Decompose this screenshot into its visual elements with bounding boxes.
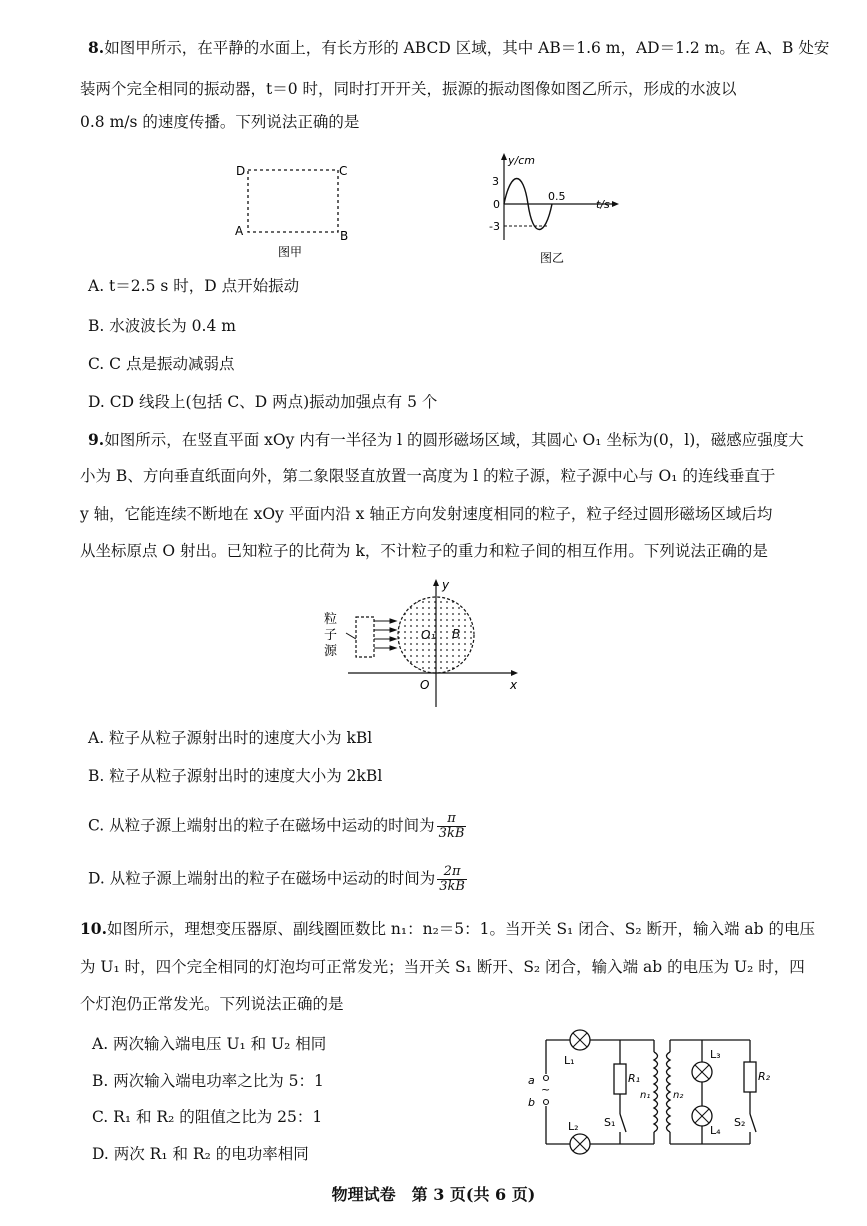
q10-option-b: B. 两次输入端电功率之比为 5：1 — [92, 1072, 324, 1090]
yi-tmark: 0.5 — [548, 190, 566, 203]
q8-option-d: D. CD 线段上(包括 C、D 两点)振动加强点有 5 个 — [88, 393, 438, 411]
terminal-b: b — [528, 1096, 535, 1109]
q9-line-4: 从坐标原点 O 射出。已知粒子的比荷为 k，不计粒子的重力和粒子间的相互作用。下列说法正确的是 — [80, 542, 768, 560]
svg-text:~: ~ — [541, 1083, 551, 1096]
q10-option-d: D. 两次 R₁ 和 R₂ 的电功率相同 — [92, 1145, 309, 1163]
label-L4: L₄ — [710, 1124, 721, 1137]
q9-B-label: B — [452, 627, 461, 641]
yi-yzero: 0 — [493, 198, 500, 211]
q8-option-a: A. t＝2.5 s 时，D 点开始振动 — [88, 277, 300, 295]
q8-number: 8. — [88, 38, 105, 57]
particle-source — [356, 617, 374, 657]
q9-x-label: x — [510, 678, 518, 692]
point-B: B — [340, 229, 349, 243]
q10-line-3: 个灯泡仍正常发光。下列说法正确的是 — [80, 995, 344, 1013]
q8-option-b: B. 水波波长为 0.4 m — [88, 317, 236, 335]
terminal-a: a — [528, 1074, 535, 1087]
point-A: A — [235, 224, 244, 238]
q9-origin-label: O — [420, 678, 430, 692]
label-n2: n₂ — [673, 1090, 684, 1101]
q10-line-2: 为 U₁ 时，四个完全相同的灯泡均可正常发光；当开关 S₁ 断开、S₂ 闭合，输入端 ab 的电压为 U₂ 时，四 — [80, 958, 805, 976]
q10-option-a: A. 两次输入端电压 U₁ 和 U₂ 相同 — [92, 1035, 327, 1053]
particle-arrows — [374, 619, 396, 650]
q9-option-d: D. 从粒子源上端射出的粒子在磁场中运动的时间为 $\frac{2\pi}{3kB}$ — [88, 864, 465, 894]
point-C: C — [339, 164, 348, 178]
label-R2: R₂ — [758, 1070, 771, 1083]
page-footer: 物理试卷 第 3 页(共 6 页) — [331, 1185, 536, 1204]
figure-jia-caption: 图甲 — [278, 245, 303, 259]
q9-number: 9. — [88, 430, 105, 449]
q9-option-d-fraction: $\frac{2\pi}{3kB}$ — [439, 864, 465, 894]
label-n1: n₁ — [640, 1090, 651, 1101]
q8-line-1: 8.如图甲所示，在平静的水面上，有长方形的 ABCD 区域，其中 AB＝1.6 m，AD＝1.2 m。在 A、B 处安 — [88, 38, 830, 57]
q8-line-2: 装两个完全相同的振动器，t＝0 时，同时打开开关，振源的振动图像如图乙所示，形成的水波以 — [80, 80, 737, 98]
figure-q10-circuit — [518, 1022, 780, 1164]
figure-yi — [478, 150, 628, 268]
point-D: D — [236, 164, 246, 178]
label-L3: L₃ — [710, 1048, 721, 1061]
q9-option-a: A. 粒子从粒子源射出时的速度大小为 kBl — [88, 729, 373, 747]
q9-option-b: B. 粒子从粒子源射出时的速度大小为 2kBl — [88, 767, 383, 785]
q10-option-c: C. R₁ 和 R₂ 的阻值之比为 25：1 — [92, 1108, 323, 1126]
label-L2: L₂ — [568, 1120, 579, 1133]
q9-source-char-3: 源 — [324, 644, 338, 659]
q8-line-3: 0.8 m/s 的速度传播。下列说法正确的是 — [80, 113, 360, 131]
q10-number: 10. — [80, 919, 107, 938]
yi-ylabel: y/cm — [508, 154, 535, 167]
figure-q9 — [318, 575, 528, 715]
q9-option-c-fraction: $\frac{\pi}{3kB}$ — [438, 811, 465, 841]
yi-ytop: 3 — [492, 175, 499, 188]
label-S1: S₁ — [604, 1116, 616, 1129]
magnetic-field-region — [398, 597, 474, 673]
q9-O1-label: O₁ — [421, 628, 436, 642]
q9-line-2: 小为 B、方向垂直纸面向外，第二象限竖直放置一高度为 l 的粒子源，粒子源中心与 O₁ 的连线垂直于 — [80, 467, 776, 485]
q8-option-c: C. C 点是振动减弱点 — [88, 355, 235, 373]
q9-line-3: y 轴，它能连续不断地在 xOy 平面内沿 x 轴正方向发射速度相同的粒子，粒子经过圆形磁场区域后均 — [80, 505, 773, 523]
yi-xlabel: t/s — [596, 198, 610, 211]
q9-option-c: C. 从粒子源上端射出的粒子在磁场中运动的时间为 $\frac{\pi}{3kB}$ — [88, 811, 465, 841]
q9-line-1: 9.如图所示，在竖直平面 xOy 内有一半径为 l 的圆形磁场区域，其圆心 O₁ 坐标为(0，l)，磁感应强度大 — [88, 430, 804, 449]
label-L1: L₁ — [564, 1054, 575, 1067]
yi-ybottom: -3 — [489, 220, 500, 233]
figure-yi-caption: 图乙 — [540, 251, 565, 265]
label-R1: R₁ — [628, 1072, 641, 1085]
q9-source-char-2: 子 — [324, 628, 338, 643]
q9-source-char-1: 粒 — [324, 612, 338, 627]
figure-jia — [228, 158, 358, 263]
q10-line-1: 10.如图所示，理想变压器原、副线圈匝数比 n₁：n₂＝5：1。当开关 S₁ 闭合、S₂ 断开，输入端 ab 的电压 — [80, 919, 815, 938]
label-S2: S₂ — [734, 1116, 746, 1129]
q9-y-label: y — [442, 578, 450, 592]
